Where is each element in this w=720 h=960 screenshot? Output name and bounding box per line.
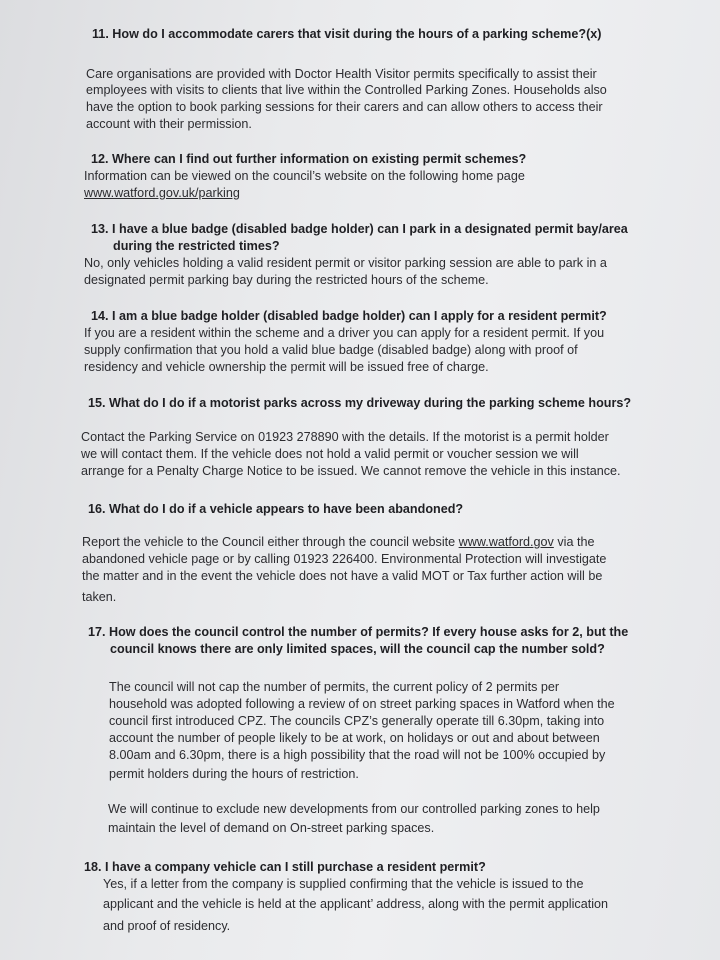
faq-17-question-line: council knows there are only limited spaces, will the council cap the number sold? [110, 642, 605, 656]
faq-16-answer-line: abandoned vehicle page or by calling 01923 226400. Environmental Protection will investigate [82, 552, 607, 566]
faq-15-answer-line: we will contact them. If the vehicle does not hold a valid permit or voucher session we will [81, 447, 579, 461]
faq-14-question: 14. I am a blue badge holder (disabled badge holder) can I apply for a resident permit? [91, 309, 607, 323]
faq-16-answer-line: the matter and in the event the vehicle does not have a valid MOT or Tax further action will be [82, 569, 603, 583]
faq-18-question: 18. I have a company vehicle can I still purchase a resident permit? [84, 860, 486, 874]
faq-11-answer-line: have the option to book parking sessions for their carers and can allow others to access their [86, 100, 603, 114]
faq-17-answer-line: permit holders during the hours of restriction. [109, 767, 359, 781]
faq-13-answer-line: No, only vehicles holding a valid resident permit or visitor parking session are able to park in a [84, 256, 607, 270]
faq-12-question: 12. Where can I find out further information on existing permit schemes? [91, 152, 527, 166]
faq-13-answer-line: designated permit parking bay during the restricted hours of the scheme. [84, 273, 489, 287]
faq-13-question-line: 13. I have a blue badge (disabled badge holder) can I park in a designated permit bay/area [91, 222, 628, 236]
faq-11-answer-line: Care organisations are provided with Doctor Health Visitor permits specifically to assist their [86, 67, 597, 81]
faq-17-answer-line: The council will not cap the number of permits, the current policy of 2 permits per [109, 680, 560, 694]
faq-18-answer-line: applicant and the vehicle is held at the applicant’ address, along with the permit application [103, 897, 608, 911]
faq-16-answer-line: taken. [82, 590, 117, 604]
faq-18-answer-line: and proof of residency. [103, 919, 231, 933]
faq-13-question-line: during the restricted times? [113, 239, 280, 253]
faq-17-answer-line: council first introduced CPZ. The councils CPZ’s generally operate till 6.30pm, taking into [109, 714, 605, 728]
faq-17-question-line: 17. How does the council control the number of permits? If every house asks for 2, but the [88, 625, 629, 639]
faq-18-answer-line: Yes, if a letter from the company is supplied confirming that the vehicle is issued to the [103, 877, 584, 891]
faq-17-answer-line: account the number of people likely to be at work, on holidays or out and about between [109, 731, 600, 745]
faq-16-question: 16. What do I do if a vehicle appears to have been abandoned? [88, 502, 464, 516]
faq-17-answer-line: We will continue to exclude new developments from our controlled parking zones to help [108, 802, 600, 816]
faq-15-answer-line: Contact the Parking Service on 01923 278890 with the details. If the motorist is a permit holder [81, 430, 609, 444]
faq-11-answer-line: account with their permission. [86, 117, 252, 131]
watford-parking-link[interactable]: www.watford.gov.uk/parking [84, 186, 240, 200]
faq-12-answer-line: Information can be viewed on the council’s website on the following home page [84, 169, 525, 183]
faq-17-answer-line: maintain the level of demand on On-street parking spaces. [108, 821, 435, 835]
faq-17-answer-line: household was adopted following a review of on street parking spaces in Watford when the [109, 697, 615, 711]
faq-15-question: 15. What do I do if a motorist parks across my driveway during the parking scheme hours? [88, 396, 632, 410]
faq-14-answer-line: residency and vehicle ownership the permit will be issued free of charge. [84, 360, 489, 374]
faq-14-answer-line: If you are a resident within the scheme and a driver you can apply for a resident permit. If you [84, 326, 605, 340]
watford-website-link[interactable]: www.watford.gov [458, 535, 554, 549]
faq-17-answer-line: 8.00am and 6.30pm, there is a high possibility that the road will not be 100% occupied by [109, 748, 606, 762]
faq-16-answer-line: Report the vehicle to the Council either through the council website www.watford.gov via the [82, 535, 595, 549]
faq-14-answer-line: supply confirmation that you hold a valid blue badge (disabled badge) along with proof of [84, 343, 578, 357]
faq-15-answer-line: arrange for a Penalty Charge Notice to be issued. We cannot remove the vehicle in this instance. [81, 464, 621, 478]
faq-11-question: 11. How do I accommodate carers that visit during the hours of a parking scheme?(x) [92, 27, 602, 41]
faq-11-answer-line: employees with visits to clients that live within the Controlled Parking Zones. Households also [86, 83, 607, 97]
